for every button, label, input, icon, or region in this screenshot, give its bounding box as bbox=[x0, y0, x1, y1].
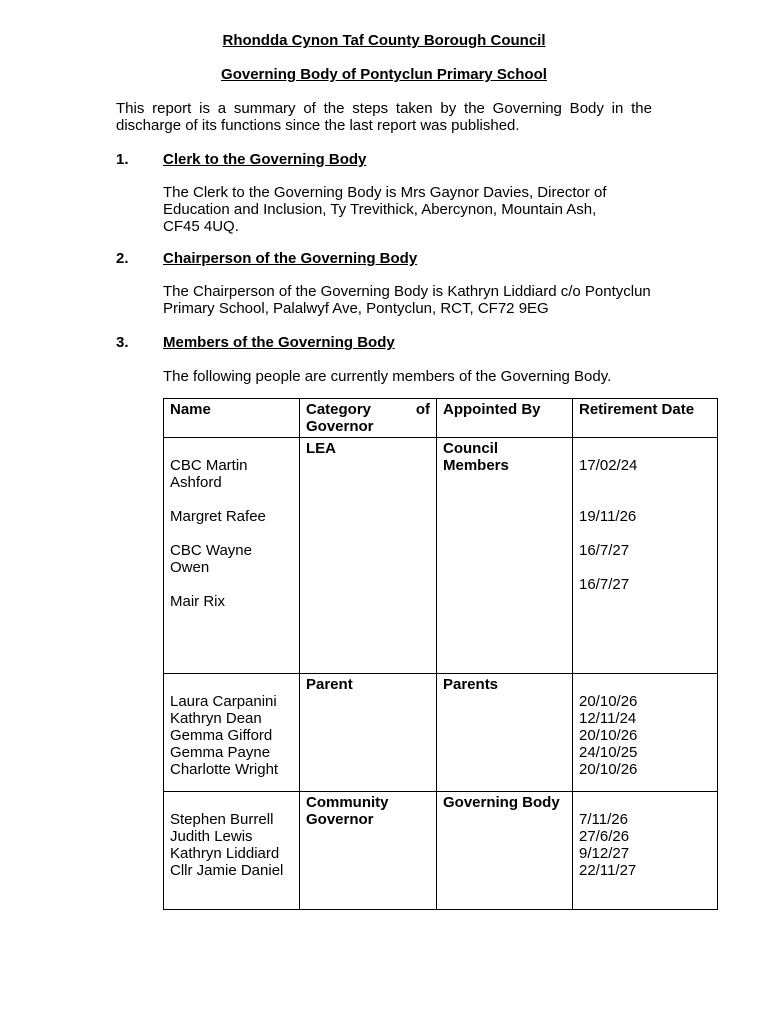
governor-name: Laura Carpanini bbox=[170, 693, 277, 710]
retirement-date: 27/6/26 bbox=[579, 828, 630, 845]
header-category-governor: Governor bbox=[306, 418, 374, 435]
header-retirement-date: Retirement Date bbox=[573, 399, 718, 438]
lea-names-cell bbox=[164, 438, 300, 674]
retirement-date: 16/7/27 bbox=[579, 542, 630, 559]
governor-name: Judith Lewis bbox=[170, 828, 253, 845]
document-subtitle: Governing Body of Pontyclun Primary School bbox=[221, 66, 547, 83]
section-3-text: The following people are currently members of the Governing Body. bbox=[163, 368, 612, 385]
header-name: Name bbox=[164, 399, 300, 438]
retirement-date: 20/10/26 bbox=[579, 693, 638, 710]
community-names-cell bbox=[164, 792, 300, 910]
community-dates-cell bbox=[573, 792, 718, 910]
governor-name: CBC Martin Ashford bbox=[170, 457, 248, 491]
retirement-date: 20/10/26 bbox=[579, 761, 638, 778]
lea-appointed-cell: Council Members bbox=[437, 438, 573, 674]
parent-appointed-cell: Parents bbox=[437, 674, 573, 792]
governor-name: Kathryn Liddiard bbox=[170, 845, 280, 862]
parent-names-cell bbox=[164, 674, 300, 792]
retirement-date: 12/11/24 bbox=[579, 710, 637, 727]
table-header-row bbox=[164, 399, 718, 438]
governor-name: Stephen Burrell bbox=[170, 811, 274, 828]
section-3-heading: Members of the Governing Body bbox=[163, 334, 395, 351]
header-category-word: Category bbox=[306, 401, 372, 418]
intro-paragraph: This report is a summary of the steps taken by the Governing Body in the discharge of its functions since the last report was published. bbox=[116, 100, 652, 134]
governor-name: Kathryn Dean bbox=[170, 710, 262, 727]
section-1-text: The Clerk to the Governing Body is Mrs Gaynor Davies, Director of Education and Inclusion, Ty Trevithick, Abercynon, Mountain Ash, CF45 4UQ. bbox=[163, 184, 607, 235]
community-category-cell: Community Governor bbox=[300, 792, 437, 910]
governor-name: Charlotte Wright bbox=[170, 761, 279, 778]
retirement-date: 22/11/27 bbox=[579, 862, 637, 879]
governor-name: Margret Rafee bbox=[170, 508, 266, 525]
governor-name: Cllr Jamie Daniel bbox=[170, 862, 284, 879]
governor-name: Mair Rix bbox=[170, 593, 225, 610]
header-appointed-by: Appointed By bbox=[437, 399, 573, 438]
document-title: Rhondda Cynon Taf County Borough Council bbox=[222, 32, 546, 49]
retirement-date: 17/02/24 bbox=[579, 457, 638, 474]
retirement-date: 9/12/27 bbox=[579, 845, 630, 862]
governor-name: CBC Wayne Owen bbox=[170, 542, 252, 576]
retirement-date: 16/7/27 bbox=[579, 576, 630, 593]
retirement-date: 7/11/26 bbox=[579, 811, 628, 828]
lea-category-cell: LEA bbox=[300, 438, 437, 674]
community-appointed-cell: Governing Body bbox=[437, 792, 573, 910]
table-row bbox=[164, 674, 718, 792]
governor-name: Gemma Gifford bbox=[170, 727, 273, 744]
section-1-heading: Clerk to the Governing Body bbox=[163, 151, 367, 168]
retirement-date: 20/10/26 bbox=[579, 727, 638, 744]
header-category-of: of bbox=[415, 401, 430, 418]
table-row bbox=[164, 792, 718, 910]
table-row bbox=[164, 438, 718, 674]
parent-category-cell: Parent bbox=[300, 674, 437, 792]
governor-name: Gemma Payne bbox=[170, 744, 271, 761]
governors-table bbox=[163, 398, 718, 910]
retirement-date: 19/11/26 bbox=[579, 508, 637, 525]
section-3-number: 3. bbox=[116, 334, 129, 351]
lea-dates-cell bbox=[573, 438, 718, 674]
section-2-heading: Chairperson of the Governing Body bbox=[163, 250, 418, 267]
section-2-number: 2. bbox=[116, 250, 129, 267]
parent-dates-cell bbox=[573, 674, 718, 792]
retirement-date: 24/10/25 bbox=[579, 744, 638, 761]
section-1-number: 1. bbox=[116, 151, 129, 168]
section-2-text: The Chairperson of the Governing Body is Kathryn Liddiard c/o Pontyclun Primary School, Palalwyf Ave, Pontyclun, RCT, CF72 9EG bbox=[163, 283, 651, 317]
header-category bbox=[300, 399, 437, 438]
